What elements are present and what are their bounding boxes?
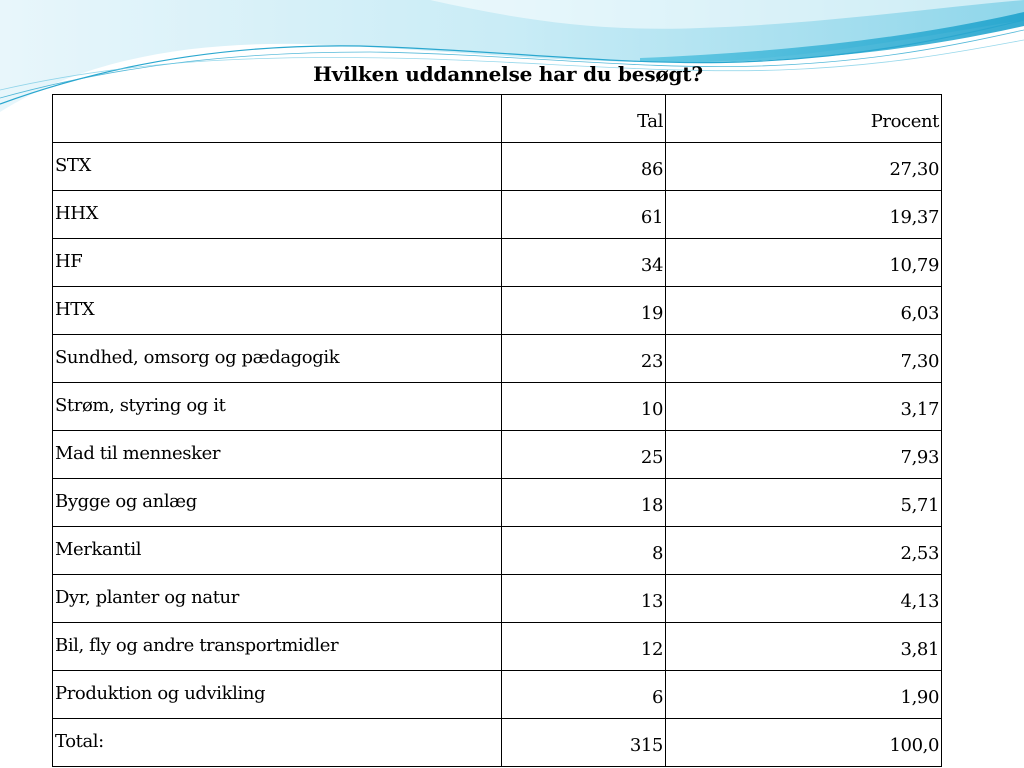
cell-category: Dyr, planter og natur [53,575,502,623]
cell-category: STX [53,143,502,191]
table-row [53,479,942,527]
header-cell-procent: Procent [666,95,942,143]
table-row [53,335,942,383]
cell-tal: 34 [502,239,666,287]
cell-category: HF [53,239,502,287]
table-row [53,431,942,479]
cell-tal: 18 [502,479,666,527]
education-table [52,94,942,767]
table-header-row [53,95,942,143]
cell-category: Total: [53,719,502,767]
cell-tal: 8 [502,527,666,575]
cell-procent: 10,79 [666,239,942,287]
header-cell-tal: Tal [502,95,666,143]
cell-tal: 86 [502,143,666,191]
cell-procent: 5,71 [666,479,942,527]
cell-procent: 6,03 [666,287,942,335]
cell-category: Produktion og udvikling [53,671,502,719]
table-total-row [53,719,942,767]
cell-procent: 27,30 [666,143,942,191]
table-row [53,383,942,431]
table-row [53,575,942,623]
cell-category: HHX [53,191,502,239]
cell-tal: 13 [502,575,666,623]
cell-category: Bil, fly og andre transportmidler [53,623,502,671]
cell-category: Strøm, styring og it [53,383,502,431]
table-row [53,623,942,671]
cell-tal: 12 [502,623,666,671]
cell-procent: 19,37 [666,191,942,239]
cell-procent: 2,53 [666,527,942,575]
cell-tal: 61 [502,191,666,239]
table-row [53,671,942,719]
cell-category: Sundhed, omsorg og pædagogik [53,335,502,383]
cell-procent: 100,0 [666,719,942,767]
header-cell-category [53,95,502,143]
cell-tal: 25 [502,431,666,479]
table-row [53,287,942,335]
cell-tal: 19 [502,287,666,335]
cell-procent: 3,81 [666,623,942,671]
table-row [53,527,942,575]
table-row [53,239,942,287]
slide-title: Hvilken uddannelse har du besøgt? [313,62,703,86]
cell-category: Mad til mennesker [53,431,502,479]
cell-tal: 10 [502,383,666,431]
cell-procent: 7,30 [666,335,942,383]
cell-tal: 6 [502,671,666,719]
cell-tal: 315 [502,719,666,767]
cell-category: Bygge og anlæg [53,479,502,527]
cell-category: Merkantil [53,527,502,575]
table-row [53,143,942,191]
cell-procent: 3,17 [666,383,942,431]
cell-category: HTX [53,287,502,335]
cell-procent: 7,93 [666,431,942,479]
cell-procent: 1,90 [666,671,942,719]
cell-procent: 4,13 [666,575,942,623]
table-row [53,191,942,239]
cell-tal: 23 [502,335,666,383]
